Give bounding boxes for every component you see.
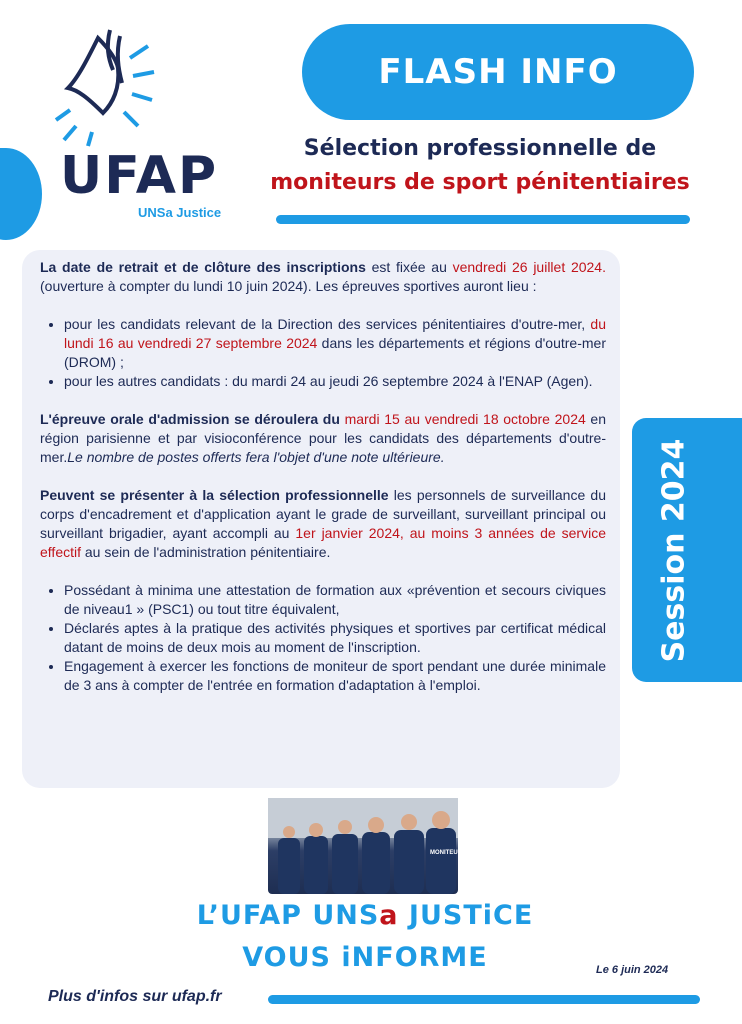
p1-date-red: vendredi 26 juillet 2024. — [452, 259, 606, 275]
sport-instructors-photo — [268, 798, 495, 894]
flash-info-banner — [302, 24, 694, 120]
list-item: • Possédant à minima une attestation de formation aux «prévention et secours civiques de niveau1 » (PSC1) ou tout titre équivalent, — [64, 581, 606, 619]
list-item: • Engagement à exercer les fonctions de moniteur de sport pendant une durée minimale de 3 ans à compter de l'entrée en formation d'adaptation à l'emploi. — [64, 657, 606, 695]
list-conditions — [40, 581, 606, 695]
paragraph-oral-exam — [40, 410, 606, 467]
title-line-2: moniteurs de sport pénitentiaires — [270, 170, 690, 195]
p3-text-2: au sein de l'administration pénitentiaire. — [81, 544, 331, 560]
paragraph-registration — [40, 258, 606, 296]
photo-illustration — [268, 798, 495, 894]
list-item — [64, 315, 606, 372]
footer-bar — [268, 995, 700, 1004]
li1-text-1: pour les candidats relevant de la Direction des services pénitentiaires d'outre-mer, — [64, 316, 591, 332]
jacket-text: MONITEUR DE SPORT — [430, 850, 495, 856]
list-tests — [40, 315, 606, 391]
p2-date-red: mardi 15 au vendredi 18 octobre 2024 — [339, 411, 586, 427]
footer-slogan-line-2: VOUS iNFORME — [242, 942, 488, 973]
footer-line1-b: a — [379, 900, 399, 931]
dove-logo-icon — [58, 28, 158, 148]
footer-line1-a: L’UFAP UNS — [196, 900, 380, 931]
title-line-1: Sélection professionnelle de — [303, 136, 657, 161]
logo-subtitle: UNSa Justice — [138, 205, 222, 220]
publication-date: Le 6 juin 2024 — [596, 964, 669, 976]
list-item: • Déclarés aptes à la pratique des activités physiques et sportives par certificat médical datant de moins de deux mois au moment de l'inscription. — [64, 619, 606, 657]
flash-info-label: FLASH INFO — [378, 52, 618, 92]
p3-red: 1er janvier 2024, au moins 3 années de service effectif — [40, 525, 606, 560]
p2-text: en région parisienne et par visioconférence pour les candidats des départements d'outre-mer. — [40, 411, 607, 465]
logo-drop-shape — [0, 148, 42, 240]
list-item: • pour les autres candidats : du mardi 24 au jeudi 26 septembre 2024 à l'ENAP (Agen). — [64, 372, 606, 391]
p2-italic: Le nombre de postes offerts fera l'objet d'une note ultérieure. — [67, 449, 445, 465]
p1-text-1: est fixée au — [365, 259, 453, 275]
logo-ufap-text: UFAP — [60, 146, 219, 206]
p3-text-1: les personnels de surveillance du corps d'encadrement et d'application ayant le grade de surveillant, surveillant principal ou surveillant brigadier, ayant accompli au — [40, 487, 606, 541]
content-text — [40, 258, 606, 695]
title-underline-bar — [276, 215, 690, 224]
p3-bold: Peuvent se présenter à la sélection professionnelle — [40, 487, 389, 503]
session-label: Session 2024 — [656, 438, 692, 662]
p1-text-2: (ouverture à compter du lundi 10 juin 2024). Les épreuves sportives auront lieu : — [40, 278, 537, 294]
footer-slogan-line-1 — [150, 900, 580, 931]
paragraph-eligibility — [40, 486, 606, 562]
footer-line1-c: JUSTiCE — [398, 900, 534, 931]
li1-date-red: du lundi 16 au vendredi 27 septembre 2024 — [64, 316, 606, 351]
p2-bold: L'épreuve orale d'admission se déroulera du — [40, 411, 340, 427]
more-info-link[interactable]: Plus d'infos sur ufap.fr — [48, 988, 222, 1005]
li1-text-2: dans les départements et régions d'outre-mer (DROM) ; — [64, 335, 606, 370]
session-side-tab-text-wrap — [632, 418, 742, 682]
p1-bold: La date de retrait et de clôture des inscriptions — [40, 259, 366, 275]
